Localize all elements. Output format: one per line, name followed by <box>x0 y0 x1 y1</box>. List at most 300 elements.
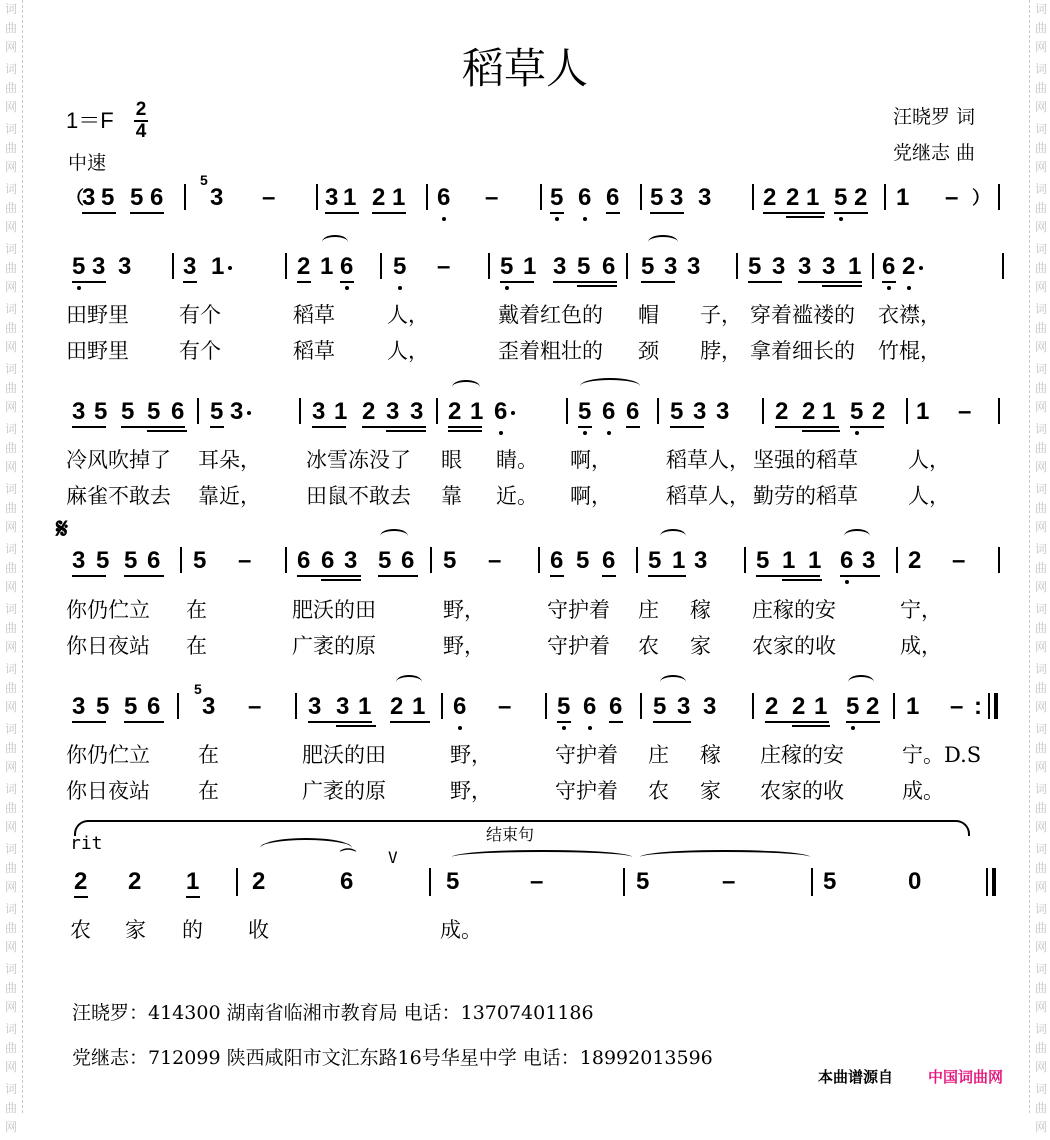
barline <box>180 547 182 573</box>
lyric-syllable: 野， <box>443 634 485 658</box>
time-denominator: 4 <box>135 121 147 142</box>
note: 5 <box>823 868 837 895</box>
beam-underline <box>321 579 361 581</box>
watermark-glyph: 曲 <box>1034 501 1047 515</box>
note: 2 <box>763 184 777 211</box>
lyric-syllable: 成。 <box>440 918 482 942</box>
source-site-link[interactable]: 中国词曲网 <box>928 1068 1004 1086</box>
barline <box>380 253 382 279</box>
note: 3 <box>118 253 132 280</box>
watermark-glyph: 曲 <box>1034 321 1047 335</box>
watermark-glyph: 曲 <box>1034 81 1047 95</box>
watermark-glyph: 曲 <box>4 861 17 875</box>
note: 1 <box>806 184 820 211</box>
watermark-glyph: 网 <box>1034 220 1047 234</box>
note: 6 <box>602 398 615 426</box>
watermark-glyph: 词 <box>1034 2 1047 16</box>
note: 3 <box>72 398 86 425</box>
barline <box>177 693 179 719</box>
watermark-glyph: 曲 <box>1034 441 1047 455</box>
barline <box>896 547 898 573</box>
barline <box>295 693 297 719</box>
beam-underline <box>386 430 426 432</box>
watermark-glyph: 词 <box>4 302 17 316</box>
ending-label: 结束句 <box>486 825 535 844</box>
note: 1 <box>916 398 930 425</box>
beam-underline <box>822 285 862 287</box>
watermark-glyph: 词 <box>4 602 17 616</box>
watermark-glyph: 曲 <box>4 81 17 95</box>
note: 5 <box>210 398 224 425</box>
notation-symbol: ） <box>972 188 990 208</box>
watermark-glyph: 词 <box>4 1022 17 1036</box>
watermark-glyph: 词 <box>4 542 17 556</box>
beam-underline <box>378 575 418 577</box>
slur <box>848 675 874 689</box>
beam-underline <box>340 281 354 283</box>
watermark-glyph: 曲 <box>4 1101 17 1115</box>
lyric-syllable: 野， <box>450 779 492 803</box>
lyric-syllable: 冰雪冻没了 <box>306 448 411 472</box>
watermark-glyph: 词 <box>4 182 17 196</box>
note: 5 <box>193 547 207 574</box>
note: 2 <box>372 184 386 211</box>
barline <box>566 398 568 424</box>
note: 1 <box>523 253 537 280</box>
note: 5 <box>124 693 138 720</box>
watermark-glyph: 网 <box>1034 1120 1047 1134</box>
lyric-syllable: 野， <box>450 743 492 767</box>
barline <box>316 184 318 210</box>
lyric-syllable: 啊， <box>570 484 612 508</box>
barline <box>994 693 998 719</box>
watermark-glyph: 曲 <box>4 381 17 395</box>
note: 6 <box>550 547 564 574</box>
note: 3 <box>325 184 339 211</box>
barline <box>640 184 642 210</box>
barline <box>299 398 301 424</box>
lyric-syllable: 成， <box>900 634 942 658</box>
lyric-syllable: 在 <box>186 634 207 658</box>
note: 3 <box>716 398 730 425</box>
watermark-glyph: 词 <box>1034 362 1047 376</box>
watermark-glyph: 网 <box>1034 520 1047 534</box>
note: 5 <box>378 547 392 574</box>
note: 2 <box>128 868 142 895</box>
note: 3 <box>386 398 400 425</box>
beam-underline <box>448 426 482 428</box>
watermark-glyph: 曲 <box>1034 141 1047 155</box>
beam-underline <box>72 426 106 428</box>
watermark-glyph: 网 <box>4 760 17 774</box>
slur <box>260 838 352 858</box>
watermark-glyph: 词 <box>1034 542 1047 556</box>
barline <box>540 184 542 210</box>
note: 5 <box>121 398 135 425</box>
watermark-strip-right <box>1029 0 1050 1134</box>
beam-underline <box>557 721 571 723</box>
lyric-syllable: 成。 <box>902 779 944 803</box>
beam-underline <box>72 281 106 283</box>
beam-underline <box>648 575 686 577</box>
note: 3 <box>92 253 106 280</box>
note: 3 <box>72 693 86 720</box>
watermark-glyph: 曲 <box>4 801 17 815</box>
barline <box>429 868 431 896</box>
watermark-glyph: 曲 <box>1034 261 1047 275</box>
watermark-glyph: 曲 <box>4 141 17 155</box>
note: 6 <box>606 184 620 211</box>
lyricist-credit: 汪晓罗 词 <box>893 106 976 128</box>
beam-underline <box>606 212 620 214</box>
beam-underline <box>748 281 782 283</box>
barline <box>752 184 754 210</box>
watermark-glyph: 曲 <box>1034 1101 1047 1115</box>
lyric-syllable: 农家的收 <box>752 634 836 658</box>
beam-underline <box>336 725 376 727</box>
lyric-syllable: 有个 <box>179 339 221 363</box>
note: 5 <box>393 253 406 281</box>
lyric-syllable: 你日夜站 <box>66 779 150 803</box>
page-title: 稻草人 <box>461 44 588 93</box>
composer-credit: 党继志 曲 <box>893 142 976 164</box>
note: 6 <box>171 398 185 425</box>
beam-underline <box>846 721 880 723</box>
slur <box>660 529 686 543</box>
watermark-glyph: 网 <box>1034 580 1047 594</box>
barline <box>872 253 874 279</box>
barline <box>172 253 174 279</box>
lyric-syllable: 的 <box>182 918 203 942</box>
lyric-syllable: 在 <box>198 779 219 803</box>
slur <box>640 850 810 864</box>
watermark-glyph: 网 <box>1034 460 1047 474</box>
watermark-glyph: 曲 <box>1034 621 1047 635</box>
note: 3 <box>72 547 86 574</box>
watermark-glyph: 词 <box>4 242 17 256</box>
note: 5 <box>557 693 570 721</box>
lyric-syllable: 子， <box>700 303 742 327</box>
note: 1 <box>848 253 862 280</box>
note: 3 <box>230 398 243 426</box>
note: 5 <box>636 868 650 895</box>
watermark-glyph: 网 <box>4 340 17 354</box>
lyric-syllable: 帽 <box>638 303 659 327</box>
note: 2 <box>902 253 915 281</box>
note: 5 <box>130 184 144 211</box>
lyric-syllable: 田鼠不敢去 <box>306 484 411 508</box>
lyric-syllable: 在 <box>198 743 219 767</box>
notation-symbol: – <box>950 693 964 720</box>
watermark-glyph: 词 <box>1034 842 1047 856</box>
note: 3 <box>210 184 224 211</box>
beam-underline <box>553 281 617 283</box>
note: 5 <box>641 253 655 280</box>
lyric-syllable: 守护着 <box>555 743 618 767</box>
watermark-glyph: 曲 <box>1034 801 1047 815</box>
lyric-syllable: 稻草人， <box>666 448 750 472</box>
note: 3 <box>344 547 358 574</box>
watermark-glyph: 曲 <box>4 1041 17 1055</box>
lyric-syllable: 脖， <box>700 339 742 363</box>
beam-underline <box>792 725 830 727</box>
note: 1 <box>808 547 822 574</box>
lyric-syllable: 庄 <box>638 598 659 622</box>
lyric-syllable: 肥沃的田 <box>302 743 386 767</box>
note: 6 <box>340 868 354 895</box>
watermark-glyph: 词 <box>1034 1022 1047 1036</box>
barline <box>988 693 990 719</box>
note: 5 <box>850 398 863 426</box>
note: 3 <box>687 253 701 280</box>
note: 3 <box>694 547 708 574</box>
note: 1 <box>358 693 372 720</box>
beam-underline <box>626 426 640 428</box>
note: 6 <box>340 253 353 281</box>
notation-symbol: – <box>485 184 499 211</box>
lyric-syllable: 家 <box>700 779 721 803</box>
note: 6 <box>437 184 450 212</box>
lyric-syllable: 竹棍， <box>878 339 941 363</box>
beam-underline <box>798 281 862 283</box>
watermark-glyph: 网 <box>1034 760 1047 774</box>
beam-underline <box>577 285 617 287</box>
lyric-syllable: 广袤的原 <box>292 634 376 658</box>
note: 1 <box>822 398 836 425</box>
barline <box>623 868 625 896</box>
watermark-glyph: 词 <box>1034 302 1047 316</box>
watermark-glyph: 词 <box>1034 602 1047 616</box>
note: 1 <box>672 547 686 574</box>
note: 2 <box>362 398 376 425</box>
watermark-glyph: 词 <box>4 662 17 676</box>
notation-symbol: – <box>498 693 512 720</box>
notation-symbol: – <box>952 547 966 574</box>
watermark-glyph: 网 <box>1034 280 1047 294</box>
watermark-glyph: 曲 <box>1034 21 1047 35</box>
note: 2 <box>74 868 88 895</box>
source-label: 本曲谱源自 <box>818 1068 894 1086</box>
note: 5 <box>578 398 591 426</box>
lyric-syllable: 稻草 <box>293 303 335 327</box>
watermark-glyph: 曲 <box>4 681 17 695</box>
slur <box>452 380 480 394</box>
segno-mark: 𝄋 <box>56 512 69 545</box>
note: 2 <box>908 547 922 574</box>
note: 3 <box>693 398 707 425</box>
watermark-glyph: 词 <box>1034 482 1047 496</box>
note: 0 <box>908 868 922 895</box>
beam-underline <box>325 212 359 214</box>
note: 5 <box>124 547 138 574</box>
slur <box>844 529 870 543</box>
lyric-syllable: 守护着 <box>547 634 610 658</box>
lyric-syllable: 家 <box>125 918 146 942</box>
lyric-syllable: 农家的收 <box>760 779 844 803</box>
watermark-glyph: 曲 <box>1034 381 1047 395</box>
footer-contact-composer: 党继志：712099 陕西咸阳市文汇东路16号华星中学 电话：18992013596 <box>72 1047 713 1069</box>
barline <box>906 398 908 424</box>
note: 5 <box>96 547 110 574</box>
watermark-glyph: 网 <box>1034 400 1047 414</box>
lyric-syllable: 你仍伫立 <box>66 598 150 622</box>
lyric-syllable: 庄稼的安 <box>752 598 836 622</box>
lyric-syllable: 收 <box>248 918 269 942</box>
slur <box>580 378 640 394</box>
lyric-syllable: 坚强的稻草 <box>753 448 858 472</box>
note: 2 <box>775 398 789 425</box>
watermark-glyph: 词 <box>4 422 17 436</box>
watermark-glyph: 曲 <box>4 321 17 335</box>
lyric-syllable: 穿着褴褛的 <box>750 303 855 327</box>
note: 2 <box>252 868 266 895</box>
watermark-glyph: 词 <box>1034 962 1047 976</box>
note: 1 <box>343 184 357 211</box>
note: 3 <box>183 253 197 280</box>
barline <box>626 253 628 279</box>
beam-underline <box>362 426 426 428</box>
note: 1 <box>334 398 348 425</box>
barline <box>992 868 996 896</box>
beam-underline <box>786 216 824 218</box>
watermark-glyph: 词 <box>4 2 17 16</box>
notation-symbol: 5 <box>194 681 202 697</box>
note: 3 <box>698 184 712 211</box>
note: 5 <box>648 547 662 574</box>
lyric-syllable: 广袤的原 <box>302 779 386 803</box>
barline <box>545 693 547 719</box>
slur <box>380 529 408 543</box>
note: 5 <box>653 693 667 720</box>
note: 1 <box>211 253 224 281</box>
beam-underline <box>72 721 106 723</box>
tempo-marking: 中速 <box>68 152 107 174</box>
lyric-syllable: 稻草 <box>293 339 335 363</box>
lyric-syllable: 有个 <box>179 303 221 327</box>
note: 3 <box>312 398 326 425</box>
lyric-syllable: 人， <box>908 484 950 508</box>
watermark-glyph: 网 <box>4 640 17 654</box>
watermark-glyph: 词 <box>1034 902 1047 916</box>
beam-underline <box>550 212 564 214</box>
beam-underline <box>147 430 187 432</box>
beam-underline <box>297 575 361 577</box>
note: 2 <box>872 398 886 425</box>
note: 5 <box>748 253 762 280</box>
note: 6 <box>147 693 161 720</box>
beam-underline <box>130 212 164 214</box>
lyric-syllable: 拿着细长的 <box>750 339 855 363</box>
slur <box>396 675 422 689</box>
lyric-syllable: 守护着 <box>547 598 610 622</box>
barline <box>197 398 199 424</box>
note: 3 <box>308 693 322 720</box>
note: 6 <box>609 693 623 720</box>
note: 3 <box>862 547 876 574</box>
note: 3 <box>822 253 836 280</box>
note: 2 <box>765 693 779 720</box>
note: 3 <box>553 253 567 280</box>
watermark-glyph: 词 <box>1034 182 1047 196</box>
watermark-glyph: 曲 <box>4 561 17 575</box>
footer-contact-lyricist: 汪晓罗：414300 湖南省临湘市教育局 电话：13707401186 <box>72 1002 594 1024</box>
watermark-glyph: 网 <box>4 220 17 234</box>
note: 6 <box>453 693 466 721</box>
note: 3 <box>82 184 96 211</box>
note: 1 <box>470 398 484 425</box>
note: 5 <box>650 184 664 211</box>
watermark-glyph: 网 <box>1034 700 1047 714</box>
note: 2 <box>786 184 800 211</box>
lyric-syllable: 人， <box>387 303 429 327</box>
watermark-glyph: 曲 <box>1034 1041 1047 1055</box>
notation-symbol: – <box>945 184 959 211</box>
watermark-glyph: 曲 <box>4 741 17 755</box>
barline <box>986 868 988 896</box>
note: 5 <box>446 868 460 895</box>
notation-symbol: ⌒ <box>340 849 357 866</box>
barline <box>998 547 1000 573</box>
lyric-syllable: 宁， <box>900 598 942 622</box>
watermark-glyph: 词 <box>4 842 17 856</box>
note: 5 <box>94 398 108 425</box>
lyric-syllable: 在 <box>186 598 207 622</box>
barline <box>762 398 764 424</box>
note: 6 <box>578 184 591 212</box>
watermark-glyph: 网 <box>1034 40 1047 54</box>
watermark-glyph: 网 <box>4 1060 17 1074</box>
notation-symbol: – <box>262 184 276 211</box>
lyric-syllable: 稻草人， <box>666 484 750 508</box>
watermark-glyph: 词 <box>1034 662 1047 676</box>
slur <box>322 235 348 249</box>
slur <box>452 850 632 864</box>
beam-underline <box>782 579 822 581</box>
notation-symbol: 5 <box>200 172 208 188</box>
watermark-glyph: 曲 <box>4 441 17 455</box>
watermark-glyph: 网 <box>1034 340 1047 354</box>
watermark-glyph: 词 <box>4 902 17 916</box>
barline <box>744 547 746 573</box>
watermark-glyph: 网 <box>4 880 17 894</box>
note: 1 <box>320 253 334 280</box>
note: 3 <box>772 253 786 280</box>
lyric-syllable: 田野里 <box>66 303 129 327</box>
barline <box>236 868 238 896</box>
beam-underline <box>500 281 534 283</box>
lyric-syllable: 颈 <box>638 339 659 363</box>
watermark-glyph: 曲 <box>1034 681 1047 695</box>
note: 5 <box>96 693 110 720</box>
watermark-glyph: 曲 <box>1034 201 1047 215</box>
barline <box>285 253 287 279</box>
note: 5 <box>101 184 115 211</box>
note: 3 <box>798 253 812 280</box>
note: 6 <box>297 547 311 574</box>
barline <box>426 184 428 210</box>
notation-symbol: : <box>974 693 982 720</box>
beam-underline <box>650 212 684 214</box>
notation-symbol: – <box>437 253 451 280</box>
barline <box>430 547 432 573</box>
note: 5 <box>72 253 85 281</box>
watermark-glyph: 网 <box>1034 1000 1047 1014</box>
barline <box>441 693 443 719</box>
notation-symbol: – <box>958 398 972 425</box>
watermark-glyph: 词 <box>1034 1082 1047 1096</box>
watermark-glyph: 词 <box>4 482 17 496</box>
note: 5 <box>756 547 770 574</box>
